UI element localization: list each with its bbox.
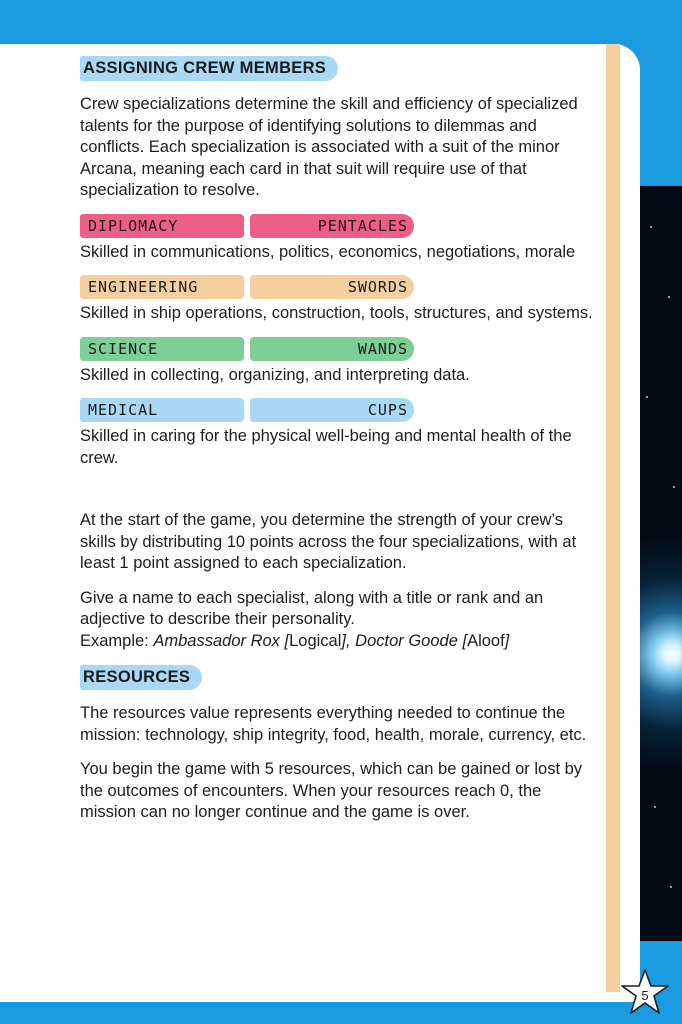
example-name-1: Ambassador Rox [ (153, 631, 290, 650)
naming-text: Give a name to each specialist, along with a title or rank and an adjective to describe their personality. (80, 588, 544, 628)
specialization-tag: ENGINEERING (80, 275, 244, 299)
specialization-row-medical (80, 398, 600, 422)
specialization-tag: SCIENCE (80, 337, 244, 361)
top-band (0, 0, 682, 44)
specialization-row-engineering (80, 275, 600, 299)
crew-intro-paragraph: Crew specializations determine the skill and efficiency of specialized talents for the purpose of identifying solutions to dilemmas and conflicts. Each specialization is associated with a suit of the minor Arcana, meaning each card in that suit will require use of that specialization to resolve. (80, 95, 578, 199)
specialization-row-science (80, 337, 600, 361)
specialization-tag: DIPLOMACY (80, 214, 244, 238)
page-number-star (620, 968, 670, 1016)
suit-tag: WANDS (250, 337, 414, 361)
example-label: Example: (80, 631, 154, 650)
page-content (80, 56, 600, 824)
resources-paragraph-1: The resources value represents everything needed to continue the mission: technology, ship integrity, food, health, morale, currency, etc. (80, 704, 587, 744)
page-number: 5 (641, 988, 649, 1003)
sidebar-stripe (606, 44, 620, 992)
example-trait-2: Aloof (467, 631, 505, 650)
suit-tag: SWORDS (250, 275, 414, 299)
example-trait-1: Logical (289, 631, 342, 650)
example-name-2: ], Doctor Goode [ (341, 631, 468, 650)
specialization-description: Skilled in collecting, organizing, and interpreting data. (80, 365, 470, 384)
suit-tag: PENTACLES (250, 214, 414, 238)
points-paragraph: At the start of the game, you determine the strength of your crew’s skills by distributing 10 points across the four specializations, with at least 1 point assigned to each specialization. (80, 511, 577, 572)
specialization-description: Skilled in caring for the physical well-being and mental health of the crew. (80, 427, 572, 467)
specialization-tag: MEDICAL (80, 398, 244, 422)
example-close: ] (504, 631, 510, 650)
bottom-band (0, 1002, 682, 1024)
section-heading-resources: RESOURCES (80, 665, 202, 690)
suit-tag: CUPS (250, 398, 414, 422)
section-heading-crew: ASSIGNING CREW MEMBERS (80, 56, 338, 81)
space-image (640, 186, 682, 941)
naming-paragraph (80, 588, 600, 653)
specialization-row-diplomacy (80, 214, 600, 238)
resources-paragraph-2: You begin the game with 5 resources, which can be gained or lost by the outcomes of encounters. When your resources reach 0, the mission can no longer continue and the game is over. (80, 760, 583, 821)
specialization-description: Skilled in communications, politics, economics, negotiations, morale (80, 242, 576, 261)
specialization-description: Skilled in ship operations, construction, tools, structures, and systems. (80, 304, 593, 322)
